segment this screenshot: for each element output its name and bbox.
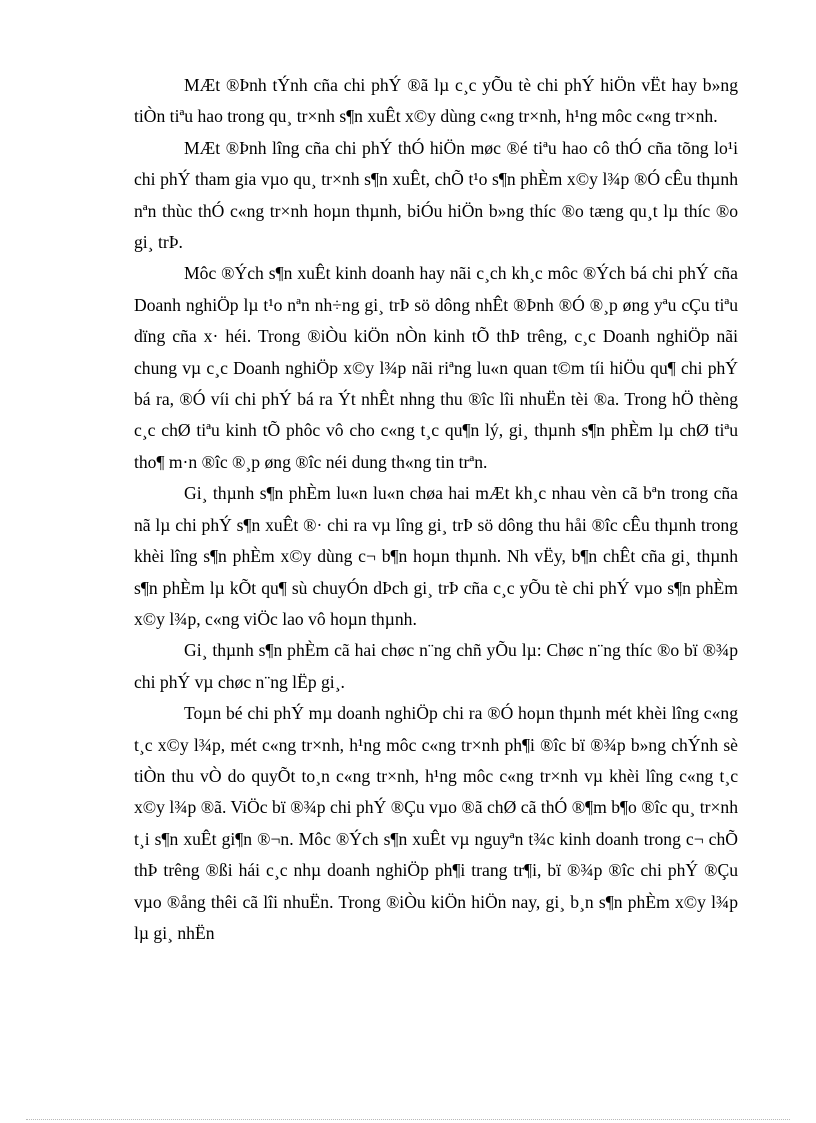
paragraph-cost-functions: Gi¸ thµnh s¶n phÈm cã hai chøc n¨ng chñ yÕu lµ: Chøc n¨ng thíc ®o bï ®¾p chi phÝ vµ chøc n¨ng lËp gi¸. (134, 640, 738, 692)
page-bottom-rule (26, 1119, 790, 1120)
paragraph-cost-nature: Gi¸ thµnh s¶n phÈm lu«n lu«n chøa hai mÆt kh¸c nhau vèn cã bªn trong cña nã lµ chi phÝ s¶n xuÊt ®· chi ra vµ lîng gi¸ trÞ sö dông thu håi ®îc cÊu thµnh trong khèi lîng s¶n phÈm x©y dùng c¬ b¶n hoµn thµnh. Nh vËy, b¶n chÊt cña gi¸ thµnh s¶n phÈm lµ kÕt qu¶ sù chuyÓn dÞch gi¸ trÞ cña c¸c yÕu tè chi phÝ vµo s¶n phÈm x©y l¾p, c«ng viÖc lao vô hoµn thµnh. (134, 483, 738, 629)
document-page (134, 70, 738, 949)
paragraph-business-purpose: Môc ®Ých s¶n xuÊt kinh doanh hay nãi c¸ch kh¸c môc ®Ých bá chi phÝ cña Doanh nghiÖp lµ t¹o nªn nh÷ng gi¸ trÞ sö dông nhÊt ®Þnh ®Ó ®¸p øng yªu cÇu tiªu dïng cña x· héi. Trong ®iÒu kiÖn nÒn kinh tÕ thÞ trêng, c¸c Doanh nghiÖp nãi chung vµ c¸c Doanh nghiÖp x©y l¾p nãi riªng lu«n quan t©m tíi hiÖu qu¶ chi phÝ bá ra, ®Ó víi chi phÝ bá ra Ýt nhÊt nhng thu ®îc lîi nhuËn tèi ®a. Trong hÖ thèng c¸c chØ tiªu kinh tÕ phôc vô cho c«ng t¸c qu¶n lý, gi¸ thµnh s¶n phÈm lµ chØ tiªu tho¶ m·n ®îc ®¸p øng ®îc néi dung th«ng tin trªn. (134, 263, 738, 472)
paragraph-cost-recovery: Toµn bé chi phÝ mµ doanh nghiÖp chi ra ®Ó hoµn thµnh mét khèi lîng c«ng t¸c x©y l¾p, mét c«ng tr×nh, h¹ng môc c«ng tr×nh ph¶i ®îc bï ®¾p b»ng chÝnh sè tiÒn thu vÒ do quyÕt to¸n c«ng tr×nh, h¹ng môc c«ng tr×nh vµ khèi lîng c«ng t¸c x©y l¾p ®ã. ViÖc bï ®¾p chi phÝ ®Çu vµo ®ã chØ cã thÓ ®¶m b¶o ®îc qu¸ tr×nh t¸i s¶n xuÊt gi¶n ®¬n. Môc ®Ých s¶n xuÊt vµ nguyªn t¾c kinh doanh trong c¬ chÕ thÞ trêng ®ßi hái c¸c nhµ doanh nghiÖp ph¶i trang tr¶i, bï ®¾p ®îc chi phÝ ®Çu vµo ®ång thêi cã lîi nhuËn. Trong ®iÒu kiÖn hiÖn nay, gi¸ b¸n s¶n phÈm x©y l¾p lµ gi¸ nhËn (134, 703, 738, 943)
paragraph-quantitative-aspect: MÆt ®Þnh lîng cña chi phÝ thÓ hiÖn møc ®é tiªu hao cô thÓ cña tõng lo¹i chi phÝ tham gia vµo qu¸ tr×nh s¶n xuÊt, chÕ t¹o s¶n phÈm x©y l¾p ®Ó cÊu thµnh nªn thùc thÓ c«ng tr×nh hoµn thµnh, biÓu hiÖn b»ng thíc ®o tæng qu¸t lµ thíc ®o gi¸ trÞ. (134, 137, 738, 253)
paragraph-qualitative-aspect: MÆt ®Þnh tÝnh cña chi phÝ ®ã lµ c¸c yÕu tè chi phÝ hiÖn vËt hay b»ng tiÒn tiªu hao trong qu¸ tr×nh s¶n xuÊt x©y dùng c«ng tr×nh, h¹ng môc c«ng tr×nh. (134, 75, 738, 127)
